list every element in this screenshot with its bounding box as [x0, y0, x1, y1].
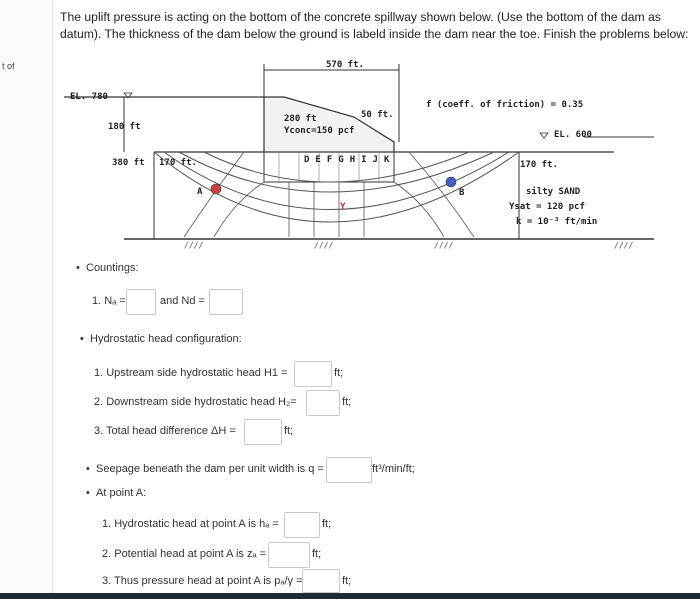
- label-gamma-sat: Ysat = 120 pcf: [509, 202, 585, 212]
- ha-unit: ft;: [322, 518, 332, 530]
- sidebar-label: t of: [2, 61, 15, 71]
- flow-letter: K: [383, 155, 390, 165]
- countings-bullet: •: [76, 262, 80, 274]
- label-el-downstream: EL. 600: [554, 130, 592, 140]
- svg-text:////: ////: [314, 241, 334, 250]
- point-a-bullet: •: [86, 487, 90, 499]
- flow-letter: I: [361, 155, 367, 165]
- label-dam-50: 50 ft.: [361, 110, 394, 120]
- point-b-marker: [446, 177, 456, 187]
- label-point-b: B: [459, 188, 465, 198]
- label-depth-170-right: 170 ft.: [520, 160, 558, 170]
- hydro-title: Hydrostatic head configuration:: [90, 333, 242, 345]
- dh-input[interactable]: [244, 419, 282, 445]
- h2-label: 2. Downstream side hydrostatic head H₂=: [94, 396, 297, 408]
- svg-text:////: ////: [614, 241, 634, 250]
- flow-letter: J: [372, 155, 378, 165]
- bottom-bar: [0, 593, 700, 599]
- svg-text:////: ////: [434, 241, 454, 250]
- seepage-bullet: •: [86, 463, 90, 475]
- za-label: 2. Potential head at point A is zₐ =: [102, 548, 267, 560]
- pa-input[interactable]: [302, 569, 340, 593]
- dam-diagram: [54, 52, 700, 252]
- za-input[interactable]: [268, 542, 310, 568]
- point-a-title: At point A:: [96, 487, 147, 499]
- h1-unit: ft;: [334, 367, 344, 379]
- ha-input[interactable]: [284, 512, 320, 538]
- za-unit: ft;: [312, 548, 322, 560]
- flow-letter: G: [338, 155, 344, 165]
- label-friction: f (coeff. of friction) = 0.35: [426, 100, 584, 110]
- question-page: [54, 0, 700, 599]
- seepage-input[interactable]: [326, 457, 372, 483]
- label-point-a: A: [197, 187, 203, 197]
- nf-input[interactable]: [126, 289, 156, 315]
- nf-label: 1. Nₐ =: [92, 295, 126, 307]
- nd-input[interactable]: [209, 289, 243, 315]
- ha-label: 1. Hydrostatic head at point A is hₐ =: [102, 518, 279, 530]
- flow-letter-row: [304, 155, 389, 165]
- left-sidebar-strip: [0, 0, 53, 599]
- flow-letter: H: [349, 155, 356, 165]
- label-gamma-conc: Yconc=150 pcf: [284, 126, 355, 136]
- dim-width-top: 570 ft.: [326, 60, 364, 70]
- label-depth-380: 380 ft: [112, 158, 145, 168]
- label-soil-type: silty SAND: [526, 187, 581, 197]
- label-point-y: Y: [340, 202, 346, 212]
- h2-input[interactable]: [306, 390, 340, 416]
- label-el-upstream: EL. 780: [70, 92, 108, 102]
- h1-input[interactable]: [294, 361, 332, 387]
- countings-title: Countings:: [86, 262, 139, 274]
- point-a-marker: [211, 184, 221, 194]
- label-depth-170-left: 170 ft.: [159, 158, 197, 168]
- hydro-bullet: •: [80, 333, 84, 345]
- pa-unit: ft;: [342, 575, 352, 587]
- seepage-label: Seepage beneath the dam per unit width is q =: [96, 463, 324, 475]
- label-depth-180: 180 ft: [108, 122, 141, 132]
- dam-diagram-svg: [54, 52, 700, 252]
- dh-unit: ft;: [284, 425, 294, 437]
- label-permeability: k = 10⁻³ ft/min: [516, 217, 598, 227]
- dh-label: 3. Total head difference ΔH =: [94, 425, 236, 437]
- h1-label: 1. Upstream side hydrostatic head H1 =: [94, 367, 288, 379]
- pa-label: 3. Thus pressure head at point A is pₐ/γ =: [102, 575, 303, 587]
- flow-letter: D: [304, 155, 310, 165]
- nd-label: and Nd =: [160, 295, 205, 307]
- seepage-unit: ft³/min/ft;: [372, 463, 415, 475]
- svg-text:////: ////: [184, 241, 204, 250]
- h2-unit: ft;: [342, 396, 352, 408]
- flow-letter: F: [326, 155, 333, 165]
- label-dam-280: 280 ft: [284, 114, 317, 124]
- flow-letter: E: [315, 155, 321, 165]
- question-intro: The uplift pressure is acting on the bottom of the concrete spillway shown below. (Use the bottom of the dam as datum). The thickness of the dam below the ground is labeld inside the dam near the toe. Finish the problems below:: [60, 10, 689, 41]
